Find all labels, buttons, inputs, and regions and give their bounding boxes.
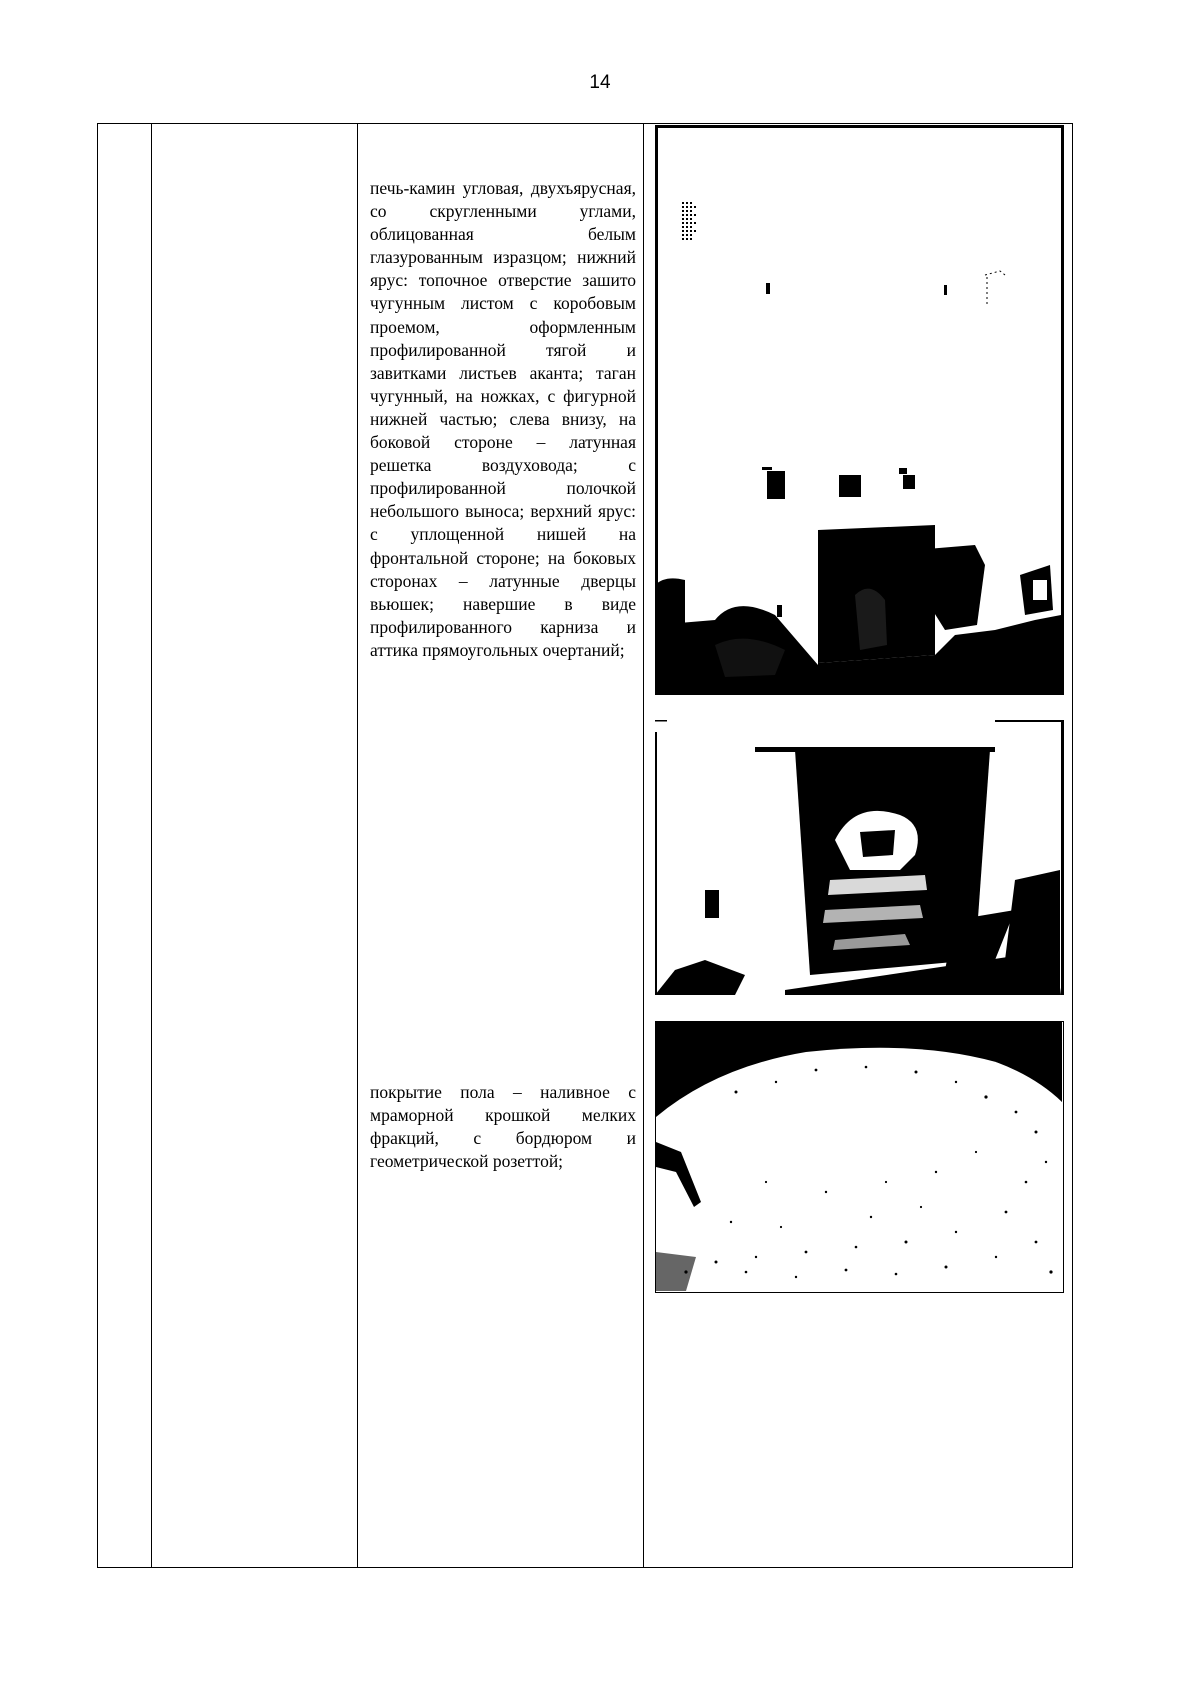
- column-divider: [357, 124, 358, 1567]
- stove-fireplace-description: печь-камин угловая, двухъярусная, со скругленными углами, облицованная белым глазурованным изразцом; нижний ярус: топочное отверстие зашито чугунным листом с коробовым проемом, оформленным профилированной тягой и завитками листьев аканта; таган чугунный, на ножках, с фигурной нижней частью; слева внизу, на боковой стороне – латунная решетка воздуховода; с профилированной полочкой небольшого выноса; верхний ярус: с уплощенной нишей на фронтальной стороне; на боковых сторонах – латунные дверцы вьюшек; навершие в виде профилированного карниза и аттика прямоугольных очертаний;: [370, 178, 636, 660]
- column-divider: [151, 124, 152, 1567]
- stove-fireplace-photo: [655, 125, 1064, 695]
- firebox-detail-photo: [655, 720, 1064, 995]
- page-number: 14: [589, 72, 611, 93]
- floor-covering-photo: [655, 1021, 1064, 1293]
- column-divider: [643, 124, 644, 1567]
- floor-covering-description: покрытие пола – наливное с мраморной крошкой мелких фракций, с бордюром и геометрической розеттой;: [370, 1082, 636, 1172]
